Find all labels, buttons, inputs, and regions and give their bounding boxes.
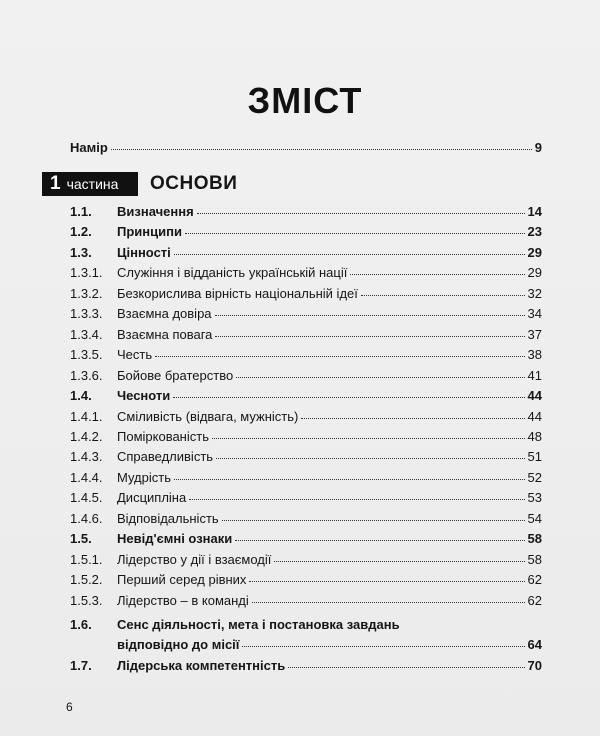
toc-entry-text: Перший серед рівних [117,572,247,588]
toc-entry-page: 64 [527,637,542,652]
toc-entry-number: 1.3.2. [70,285,103,301]
toc-entry-text: Визначення [117,204,194,219]
toc-entry-text: Принципи [117,224,182,240]
dot-leader [350,274,524,275]
toc-entry-page: 37 [527,326,542,342]
toc-entry-number: 1.6. [70,617,92,632]
dot-leader [361,295,525,296]
dot-leader [249,581,524,582]
toc-entry-number: 1.5.3. [70,592,103,608]
toc-entry-text: Чесноти [117,388,171,404]
toc-entry-row[interactable] [70,592,542,610]
toc-entry-page: 62 [527,592,542,608]
toc-entry-text: Цінності [117,244,171,260]
dot-leader [111,149,532,150]
toc-entry-text: Лідерство у дії і взаємодії [117,551,272,567]
toc-entry-number: 1.4.6. [70,510,103,526]
toc-entry-row[interactable] [70,223,542,241]
toc-entry-page: 62 [527,572,542,588]
toc-entry-row[interactable] [70,326,542,344]
toc-entry-page: 52 [527,469,542,485]
toc-entry-number: 1.7. [70,658,92,673]
toc-entry-row[interactable] [70,489,542,507]
toc-entry-page: 70 [527,658,542,673]
toc-entry-number: 1.4.3. [70,449,103,465]
toc-entry-page: 41 [527,367,542,383]
dot-leader [274,561,524,562]
part-word: частина [66,176,119,192]
toc-entry-number: 1.4.4. [70,469,103,485]
toc-entry-page: 44 [527,388,542,404]
toc-entry-number: 1.3.1. [70,265,103,281]
toc-intro-label: Намір [70,140,108,155]
toc-entry-row[interactable] [70,530,542,548]
toc-entry-page: 29 [527,265,542,281]
part-number: 1 [50,173,61,194]
dot-leader [242,646,524,647]
toc-entry-number: 1.3.6. [70,367,103,383]
toc-entry-number: 1.3.4. [70,326,103,342]
dot-leader [252,602,525,603]
toc-entry-text: Відповідальність [117,510,219,526]
toc-entry-row[interactable] [70,387,542,405]
toc-entry-text: Лідерство – в команді [117,592,249,608]
page-title: ЗМІСТ [247,80,363,121]
toc-entry-text: Лідерська компетентність [117,658,286,673]
toc-entry-number: 1.3. [70,244,92,260]
toc-entry-page: 23 [527,224,542,240]
toc-entry-page: 48 [527,428,542,444]
toc-entry-text: Сміливість (відвага, мужність) [117,408,299,424]
toc-entry-page: 34 [527,306,542,322]
dot-leader [222,520,525,521]
dot-leader [185,233,525,234]
toc-entry-row[interactable] [70,367,542,385]
toc-entry-text: Взаємна довіра [117,306,212,322]
toc-entry-number: 1.1. [70,204,92,219]
toc-entry-number: 1.4.2. [70,428,103,444]
toc-entry-text: Служіння і відданість українській нації [117,265,348,281]
toc-entry-1-7[interactable] [70,657,542,675]
toc-entry-page: 51 [527,449,542,465]
toc-intro-page: 9 [534,140,542,155]
toc-entry-text: Справедливість [117,449,214,465]
toc-entry-text: Сенс діяльності, мета і постановка завдань [117,617,400,632]
dot-leader [301,418,524,419]
dot-leader [288,667,524,668]
toc-entry-page: 14 [527,204,542,219]
toc-entry-row[interactable] [70,244,542,262]
toc-entry-number: 1.2. [70,224,92,240]
toc-entry-number: 1.3.5. [70,347,103,363]
dot-leader [215,336,524,337]
dot-leader [212,438,525,439]
toc-entry-page: 32 [527,285,542,301]
dot-leader [215,315,525,316]
toc-entry-row[interactable] [70,285,542,303]
dot-leader [174,479,525,480]
toc-entry-page: 58 [527,531,542,547]
dot-leader [236,377,524,378]
toc-entry-number: 1.5.2. [70,572,103,588]
toc-entry-row[interactable] [70,428,542,446]
dot-leader [155,356,524,357]
toc-entry-text: Дисципліна [117,490,187,506]
toc-entry-row[interactable] [70,571,542,589]
toc-entry-number: 1.4.1. [70,408,103,424]
dot-leader [173,397,524,398]
toc-entry-text: Поміркованість [117,428,209,444]
dot-leader [197,213,525,214]
toc-entry-text: Невід'ємні ознаки [117,531,233,547]
toc-entry-number: 1.5.1. [70,551,103,567]
toc-entry-row[interactable] [70,346,542,364]
dot-leader [216,458,524,459]
toc-intro-row[interactable] [70,139,542,157]
toc-entry-text-continued: відповідно до місії [117,637,240,652]
part-title: ОСНОВИ [150,173,238,194]
dot-leader [189,499,524,500]
toc-entry-number: 1.3.3. [70,306,103,322]
toc-entry-page: 54 [527,510,542,526]
toc-entry-number: 1.4. [70,388,92,404]
toc-entry-page: 38 [527,347,542,363]
toc-entry-text: Мудрість [117,469,171,485]
part-label-box [42,172,138,196]
dot-leader [235,540,524,541]
toc-entry-page: 44 [527,408,542,424]
toc-entry-row[interactable] [70,305,542,323]
toc-entry-text: Бойове братерство [117,367,234,383]
toc-entry-row[interactable] [70,448,542,466]
toc-entry-page: 53 [527,490,542,506]
toc-entry-row[interactable] [70,510,542,528]
toc-entry-page: 58 [527,551,542,567]
dot-leader [174,254,525,255]
toc-entry-row[interactable] [70,264,542,282]
toc-entry-row[interactable] [70,551,542,569]
toc-entry-text: Честь [117,347,153,363]
toc-entry-row[interactable] [70,203,542,221]
toc-entry-number: 1.5. [70,531,92,547]
toc-entry-row[interactable] [70,408,542,426]
toc-entry-page: 29 [527,244,542,260]
toc-entry-row[interactable] [70,469,542,487]
page-number: 6 [66,700,73,714]
toc-entry-number: 1.4.5. [70,490,103,506]
toc-entry-text: Взаємна повага [117,326,213,342]
toc-entry-text: Безкорислива вірність національній ідеї [117,285,358,301]
